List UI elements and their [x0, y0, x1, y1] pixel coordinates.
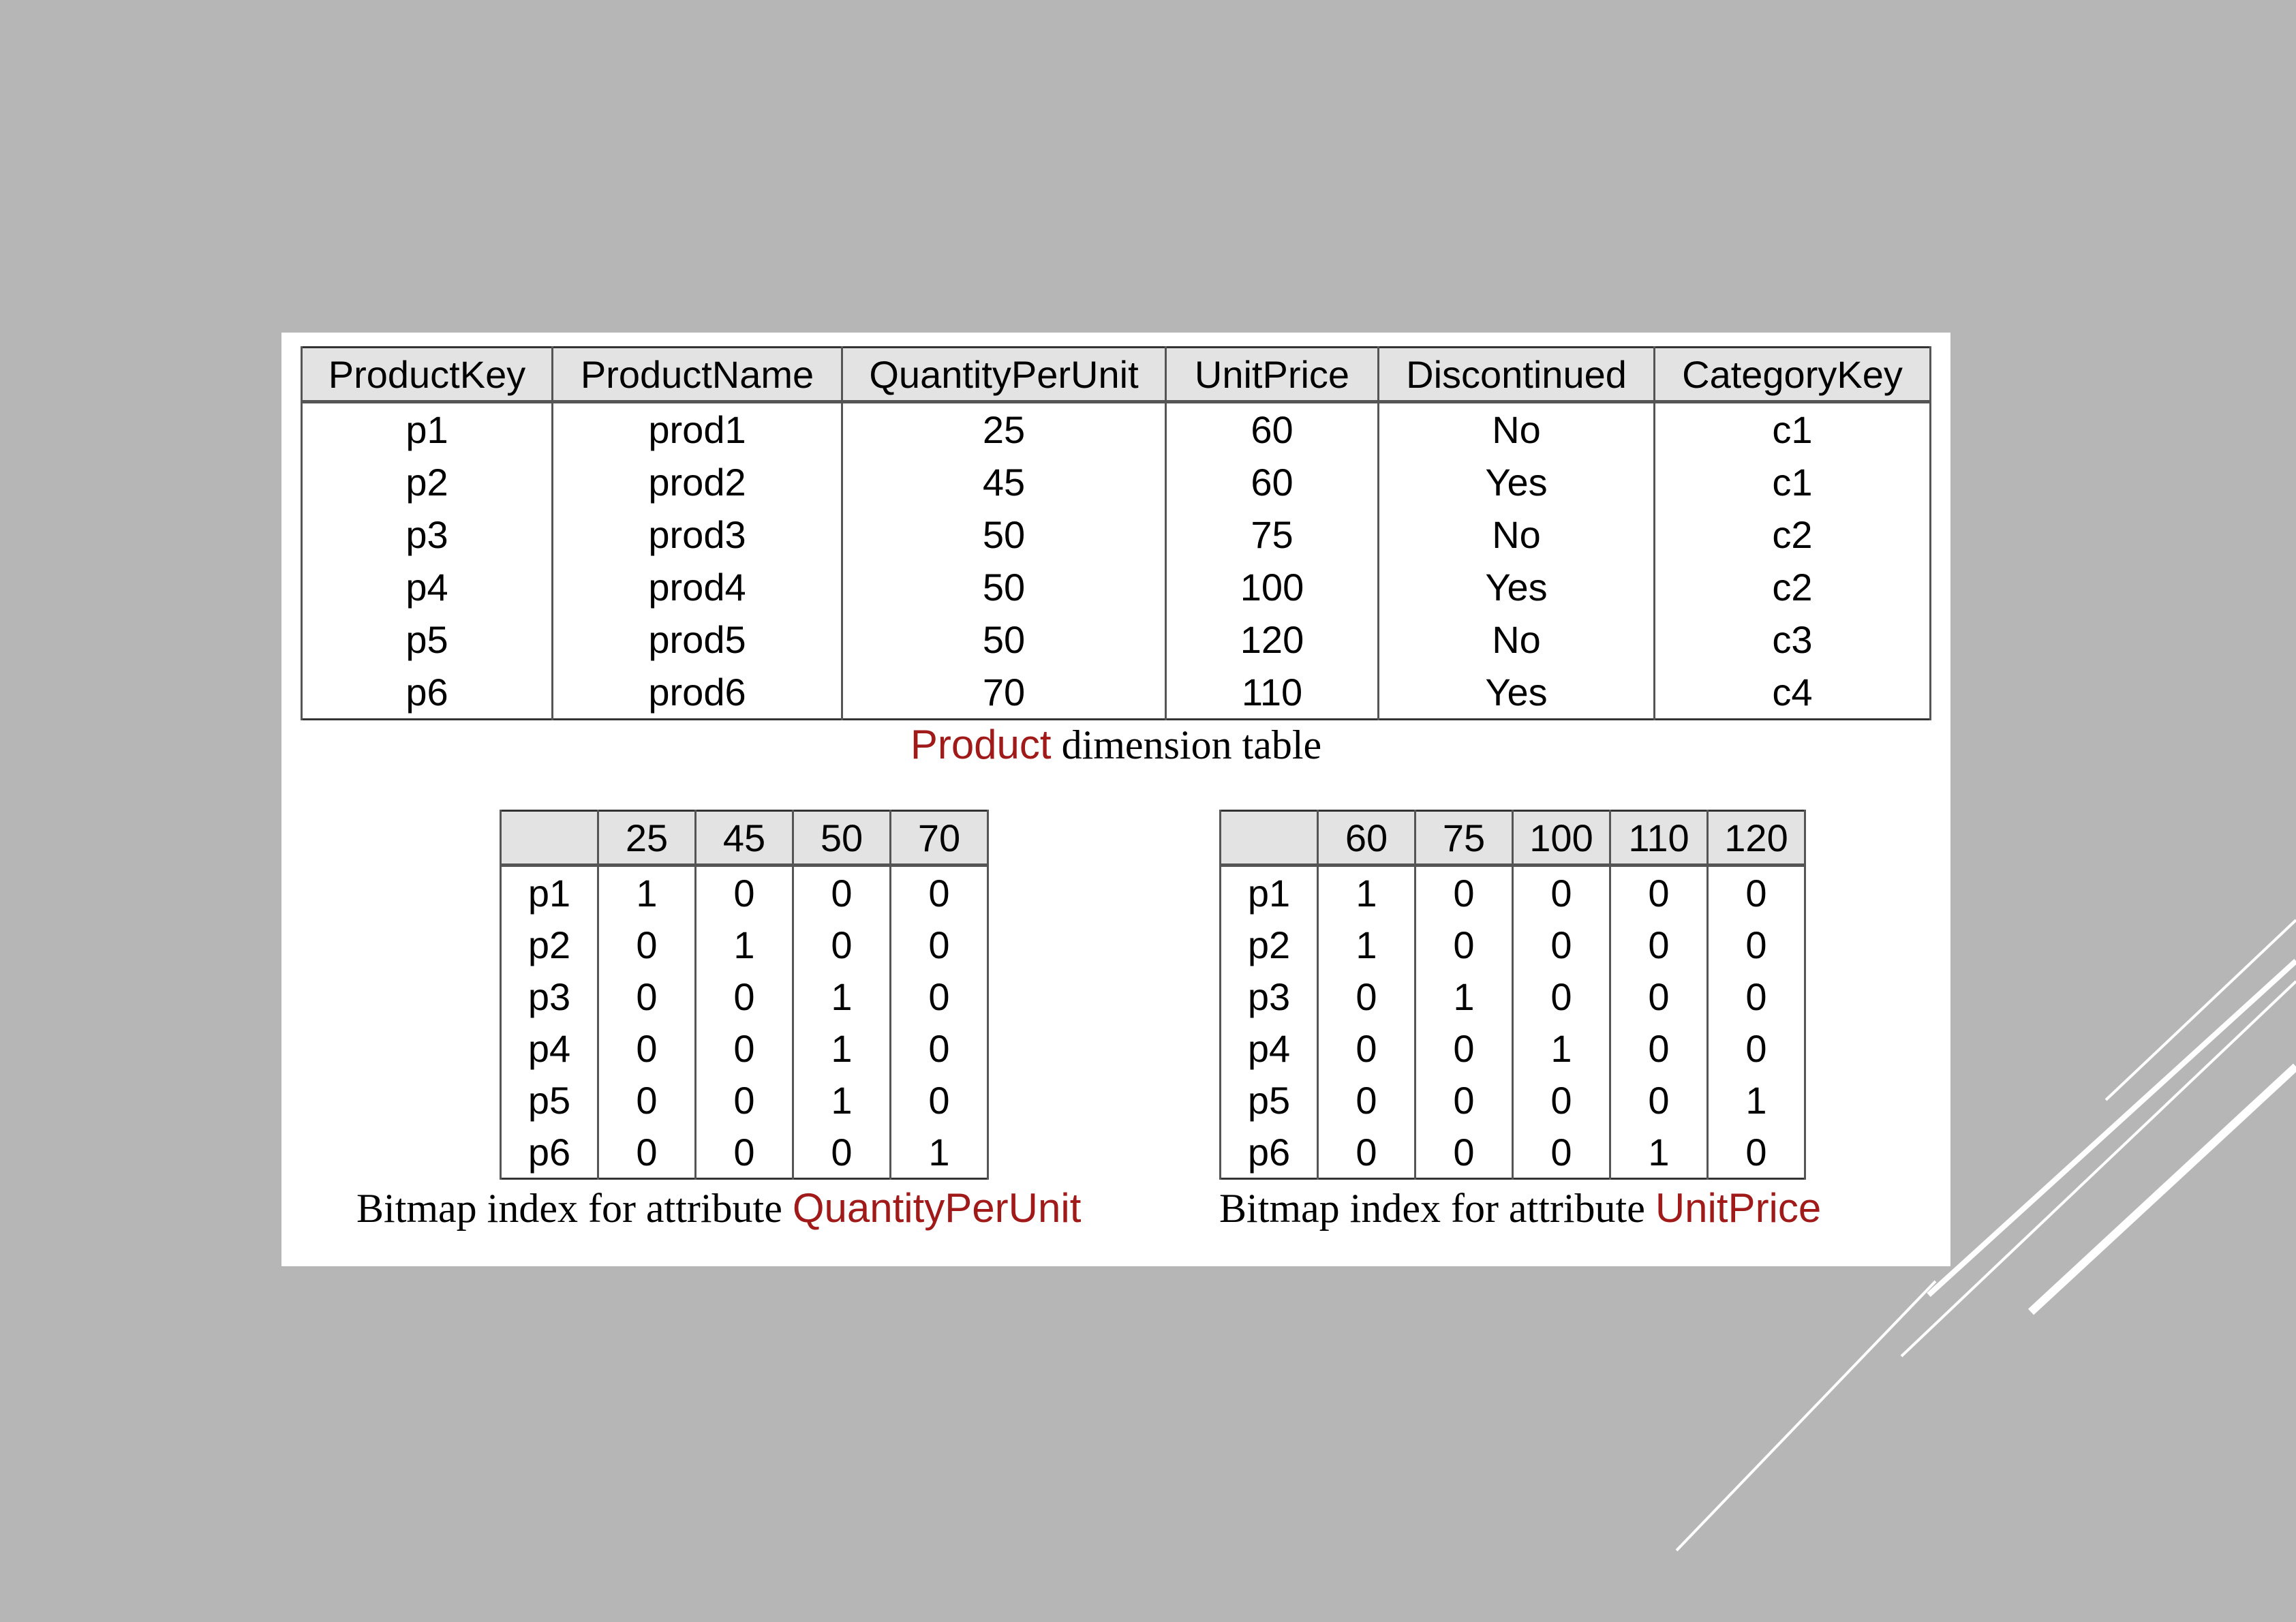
bit-cell: 0 [1610, 866, 1708, 919]
table-row [1221, 970, 1805, 1022]
bit-cell: 0 [1318, 1074, 1415, 1126]
table-row [1221, 1074, 1805, 1126]
table-row [1221, 919, 1805, 970]
column-header: 110 [1610, 811, 1708, 866]
table-cell: 120 [1166, 613, 1379, 666]
caption-text: dimension table [1051, 722, 1322, 767]
table-cell: Yes [1379, 456, 1655, 508]
bitmap-index-quantityperunit-table [500, 810, 989, 1180]
table-cell: 60 [1166, 456, 1379, 508]
table-cell: p3 [302, 508, 553, 561]
table-row [302, 666, 1931, 720]
bit-cell: 0 [1415, 1074, 1513, 1126]
row-key-cell: p2 [1221, 919, 1318, 970]
bit-cell: 0 [891, 1022, 988, 1074]
bit-cell: 1 [891, 1126, 988, 1179]
table-cell: p6 [302, 666, 553, 720]
bit-cell: 0 [891, 919, 988, 970]
bit-cell: 0 [598, 1126, 696, 1179]
table-cell: 70 [842, 666, 1166, 720]
table-cell: c1 [1655, 456, 1931, 508]
bit-cell: 0 [1513, 970, 1610, 1022]
bit-cell: 0 [696, 1074, 793, 1126]
bit-cell: 0 [1610, 1074, 1708, 1126]
bit-cell: 0 [891, 1074, 988, 1126]
column-header: Discontinued [1379, 348, 1655, 402]
row-key-cell: p4 [501, 1022, 598, 1074]
table-row [1221, 1022, 1805, 1074]
column-header: CategoryKey [1655, 348, 1931, 402]
bit-cell: 0 [696, 1126, 793, 1179]
table-row [302, 613, 1931, 666]
table-row [1221, 866, 1805, 919]
table-cell: c1 [1655, 402, 1931, 457]
table-row [302, 508, 1931, 561]
bit-cell: 0 [1513, 919, 1610, 970]
row-key-cell: p6 [1221, 1126, 1318, 1179]
table-row [302, 456, 1931, 508]
bit-cell: 1 [696, 919, 793, 970]
table-cell: 100 [1166, 561, 1379, 613]
table-row [302, 402, 1931, 457]
bitmap-index-unitprice-table [1219, 810, 1806, 1180]
bit-cell: 0 [1610, 1022, 1708, 1074]
table-row [1221, 1126, 1805, 1179]
bit-cell: 0 [1708, 1126, 1805, 1179]
bit-cell: 0 [598, 919, 696, 970]
table-row [501, 1126, 988, 1179]
bit-cell: 0 [1513, 1126, 1610, 1179]
bit-cell: 1 [1610, 1126, 1708, 1179]
column-header: 120 [1708, 811, 1805, 866]
table-cell: Yes [1379, 666, 1655, 720]
bit-cell: 0 [598, 1022, 696, 1074]
bit-cell: 0 [1513, 866, 1610, 919]
table-header-row [501, 811, 988, 866]
row-key-cell: p5 [501, 1074, 598, 1126]
bitmap-unitprice-caption [1219, 1184, 1821, 1232]
bit-cell: 1 [1318, 919, 1415, 970]
bit-cell: 1 [793, 970, 891, 1022]
table-cell: No [1379, 613, 1655, 666]
bit-cell: 0 [1415, 919, 1513, 970]
bit-cell: 0 [793, 1126, 891, 1179]
bit-cell: 0 [1318, 1022, 1415, 1074]
product-dimension-table [301, 346, 1931, 720]
bit-cell: 0 [696, 970, 793, 1022]
bit-cell: 1 [598, 866, 696, 919]
column-header: 100 [1513, 811, 1610, 866]
table-cell: prod1 [553, 402, 842, 457]
bit-cell: 0 [1708, 866, 1805, 919]
bit-cell: 0 [598, 970, 696, 1022]
table-cell: 50 [842, 613, 1166, 666]
column-header: UnitPrice [1166, 348, 1379, 402]
caption-text: Bitmap index for attribute [1219, 1186, 1655, 1231]
column-header: ProductKey [302, 348, 553, 402]
table-cell: No [1379, 402, 1655, 457]
table-cell: No [1379, 508, 1655, 561]
bit-cell: 1 [1513, 1022, 1610, 1074]
table-cell: c2 [1655, 561, 1931, 613]
bit-cell: 1 [1708, 1074, 1805, 1126]
column-header: QuantityPerUnit [842, 348, 1166, 402]
column-header: ProductName [553, 348, 842, 402]
bit-cell: 0 [891, 866, 988, 919]
table-row [501, 866, 988, 919]
column-header: 75 [1415, 811, 1513, 866]
row-key-cell: p1 [1221, 866, 1318, 919]
table-cell: prod6 [553, 666, 842, 720]
column-header: 70 [891, 811, 988, 866]
caption-text: Bitmap index for attribute [356, 1186, 793, 1231]
figure-panel [281, 333, 1950, 1266]
table-row [501, 1022, 988, 1074]
bit-cell: 0 [1415, 1022, 1513, 1074]
column-header [1221, 811, 1318, 866]
bit-cell: 0 [793, 866, 891, 919]
table-row [501, 919, 988, 970]
row-key-cell: p1 [501, 866, 598, 919]
bit-cell: 0 [793, 919, 891, 970]
bit-cell: 1 [793, 1022, 891, 1074]
bit-cell: 0 [1708, 919, 1805, 970]
caption-highlight: UnitPrice [1655, 1185, 1822, 1231]
bit-cell: 0 [1610, 919, 1708, 970]
row-key-cell: p2 [501, 919, 598, 970]
column-header: 60 [1318, 811, 1415, 866]
row-key-cell: p5 [1221, 1074, 1318, 1126]
bit-cell: 0 [1318, 970, 1415, 1022]
bit-cell: 1 [793, 1074, 891, 1126]
bit-cell: 0 [891, 970, 988, 1022]
product-table-caption [281, 721, 1950, 769]
column-header: 45 [696, 811, 793, 866]
table-row [302, 561, 1931, 613]
table-cell: prod3 [553, 508, 842, 561]
bit-cell: 0 [1415, 866, 1513, 919]
bit-cell: 0 [1513, 1074, 1610, 1126]
table-cell: 45 [842, 456, 1166, 508]
bit-cell: 0 [1610, 970, 1708, 1022]
table-cell: 110 [1166, 666, 1379, 720]
column-header [501, 811, 598, 866]
table-cell: p4 [302, 561, 553, 613]
row-key-cell: p3 [501, 970, 598, 1022]
table-cell: prod5 [553, 613, 842, 666]
bit-cell: 0 [696, 1022, 793, 1074]
bit-cell: 1 [1415, 970, 1513, 1022]
table-header-row [302, 348, 1931, 402]
row-key-cell: p3 [1221, 970, 1318, 1022]
row-key-cell: p6 [501, 1126, 598, 1179]
bitmap-quantityperunit-caption [356, 1184, 1081, 1232]
bit-cell: 0 [1415, 1126, 1513, 1179]
table-cell: p5 [302, 613, 553, 666]
caption-highlight: Product [910, 722, 1052, 767]
caption-highlight: QuantityPerUnit [792, 1185, 1082, 1231]
table-row [501, 1074, 988, 1126]
table-cell: 50 [842, 508, 1166, 561]
table-cell: p2 [302, 456, 553, 508]
bit-cell: 0 [1708, 1022, 1805, 1074]
table-cell: c4 [1655, 666, 1931, 720]
table-row [501, 970, 988, 1022]
bit-cell: 1 [1318, 866, 1415, 919]
table-cell: c2 [1655, 508, 1931, 561]
table-cell: 25 [842, 402, 1166, 457]
table-cell: 75 [1166, 508, 1379, 561]
bit-cell: 0 [1708, 970, 1805, 1022]
table-cell: prod2 [553, 456, 842, 508]
bit-cell: 0 [1318, 1126, 1415, 1179]
row-key-cell: p4 [1221, 1022, 1318, 1074]
table-cell: 50 [842, 561, 1166, 613]
table-cell: c3 [1655, 613, 1931, 666]
table-cell: Yes [1379, 561, 1655, 613]
column-header: 25 [598, 811, 696, 866]
table-cell: prod4 [553, 561, 842, 613]
bit-cell: 0 [598, 1074, 696, 1126]
bit-cell: 0 [696, 866, 793, 919]
table-header-row [1221, 811, 1805, 866]
table-cell: 60 [1166, 402, 1379, 457]
column-header: 50 [793, 811, 891, 866]
table-cell: p1 [302, 402, 553, 457]
